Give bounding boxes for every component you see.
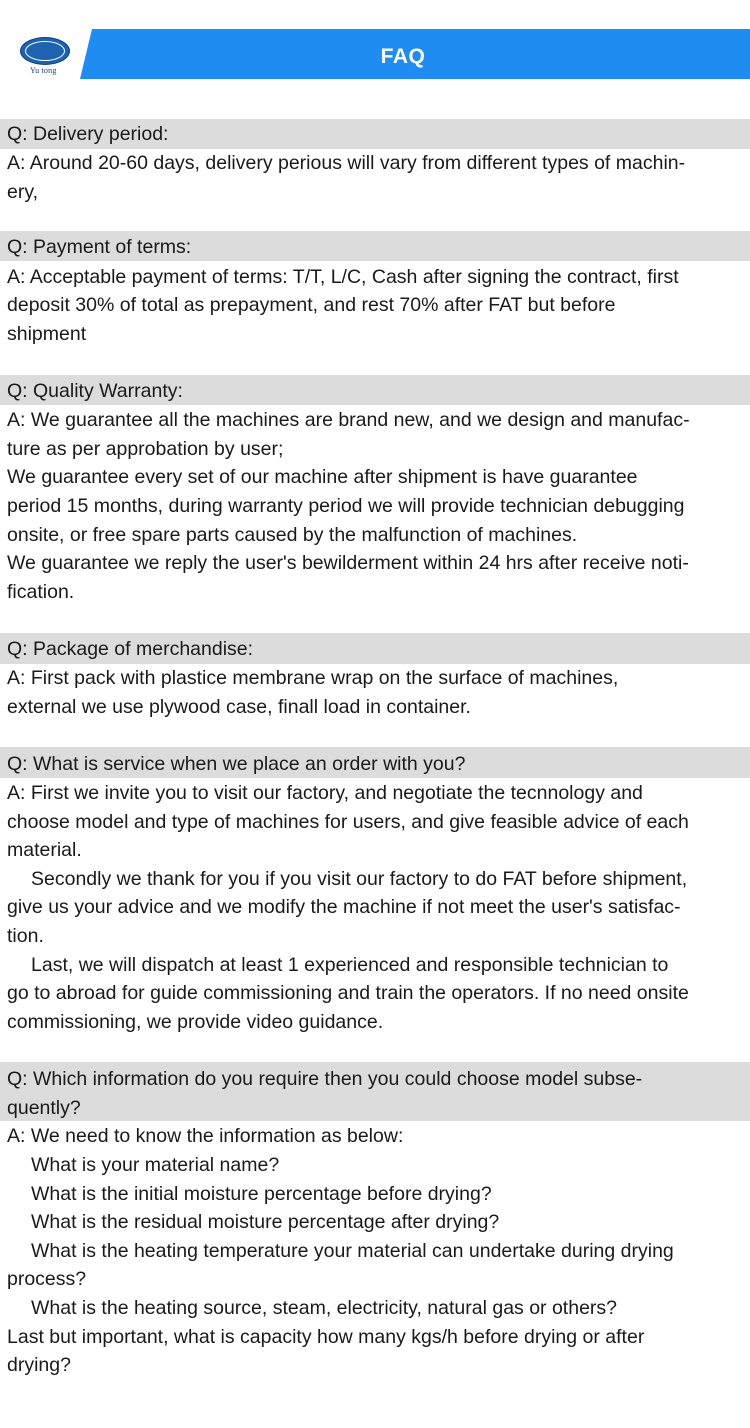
answer-line: onsite, or free spare parts caused by the malfunction of machines. (7, 524, 578, 546)
answer-line: choose model and type of machines for users, and give feasible advice of each (7, 811, 689, 833)
question-text: Q: Payment of terms: (7, 236, 192, 258)
question-text: Q: What is service when we place an order with you? (7, 753, 466, 775)
answer-line: Secondly we thank for you if you visit our factory to do FAT before shipment, (31, 868, 688, 890)
answer-line: external we use plywood case, finall load in container. (7, 696, 471, 718)
question-text: Q: Which information do you require then you could choose model subse- (7, 1068, 643, 1090)
answer-line: What is the heating temperature your material can undertake during drying (31, 1240, 674, 1262)
answer-line: A: First we invite you to visit our factory, and negotiate the tecnnology and (7, 782, 643, 804)
answer-line: shipment (7, 323, 87, 345)
answer-line: Last, we will dispatch at least 1 experienced and responsible technician to (31, 954, 669, 976)
answer-line: What is the heating source, steam, electricity, natural gas or others? (31, 1297, 617, 1319)
logo-emblem-icon (20, 37, 70, 65)
answer-line: ture as per approbation by user; (7, 438, 284, 460)
answer-line: ery, (7, 181, 39, 203)
answer-line: Last but important, what is capacity how many kgs/h before drying or after (7, 1326, 645, 1348)
answer-line: tion. (7, 925, 44, 947)
question-text: Q: Quality Warranty: (7, 380, 183, 402)
answer-line: A: Around 20-60 days, delivery perious will vary from different types of machin- (7, 152, 686, 174)
answer-line: give us your advice and we modify the machine if not meet the user's satisfac- (7, 896, 681, 918)
answer-line: material. (7, 839, 82, 861)
answer-line: We guarantee every set of our machine after shipment is have guarantee (7, 466, 638, 488)
answer-line: What is your material name? (31, 1154, 280, 1176)
answer-line: What is the initial moisture percentage before drying? (31, 1183, 492, 1205)
answer-line: process? (7, 1268, 87, 1290)
answer-line: deposit 30% of total as prepayment, and rest 70% after FAT but before (7, 294, 616, 316)
answer-line: A: We need to know the information as below: (7, 1125, 404, 1147)
question-text: quently? (7, 1097, 81, 1119)
question-text: Q: Package of merchandise: (7, 638, 254, 660)
answer-line: fication. (7, 581, 75, 603)
answer-line: We guarantee we reply the user's bewilderment within 24 hrs after receive noti- (7, 552, 689, 574)
logo-caption: Yu tong (30, 66, 57, 75)
faq-header (0, 29, 750, 79)
answer-line: A: We guarantee all the machines are brand new, and we design and manufac- (7, 409, 690, 431)
answer-line: A: First pack with plastice membrane wrap on the surface of machines, (7, 667, 619, 689)
logo (0, 29, 92, 79)
answer-line: What is the residual moisture percentage after drying? (31, 1211, 500, 1233)
answer-line: go to abroad for guide commissioning and train the operators. If no need onsite (7, 982, 689, 1004)
answer-line: period 15 months, during warranty period we will provide technician debugging (7, 495, 685, 517)
answer-line: drying? (7, 1354, 71, 1376)
page-title: FAQ (380, 45, 426, 68)
question-text: Q: Delivery period: (7, 123, 169, 145)
answer-line: A: Acceptable payment of terms: T/T, L/C, Cash after signing the contract, first (7, 266, 679, 288)
answer-line: commissioning, we provide video guidance. (7, 1011, 384, 1033)
